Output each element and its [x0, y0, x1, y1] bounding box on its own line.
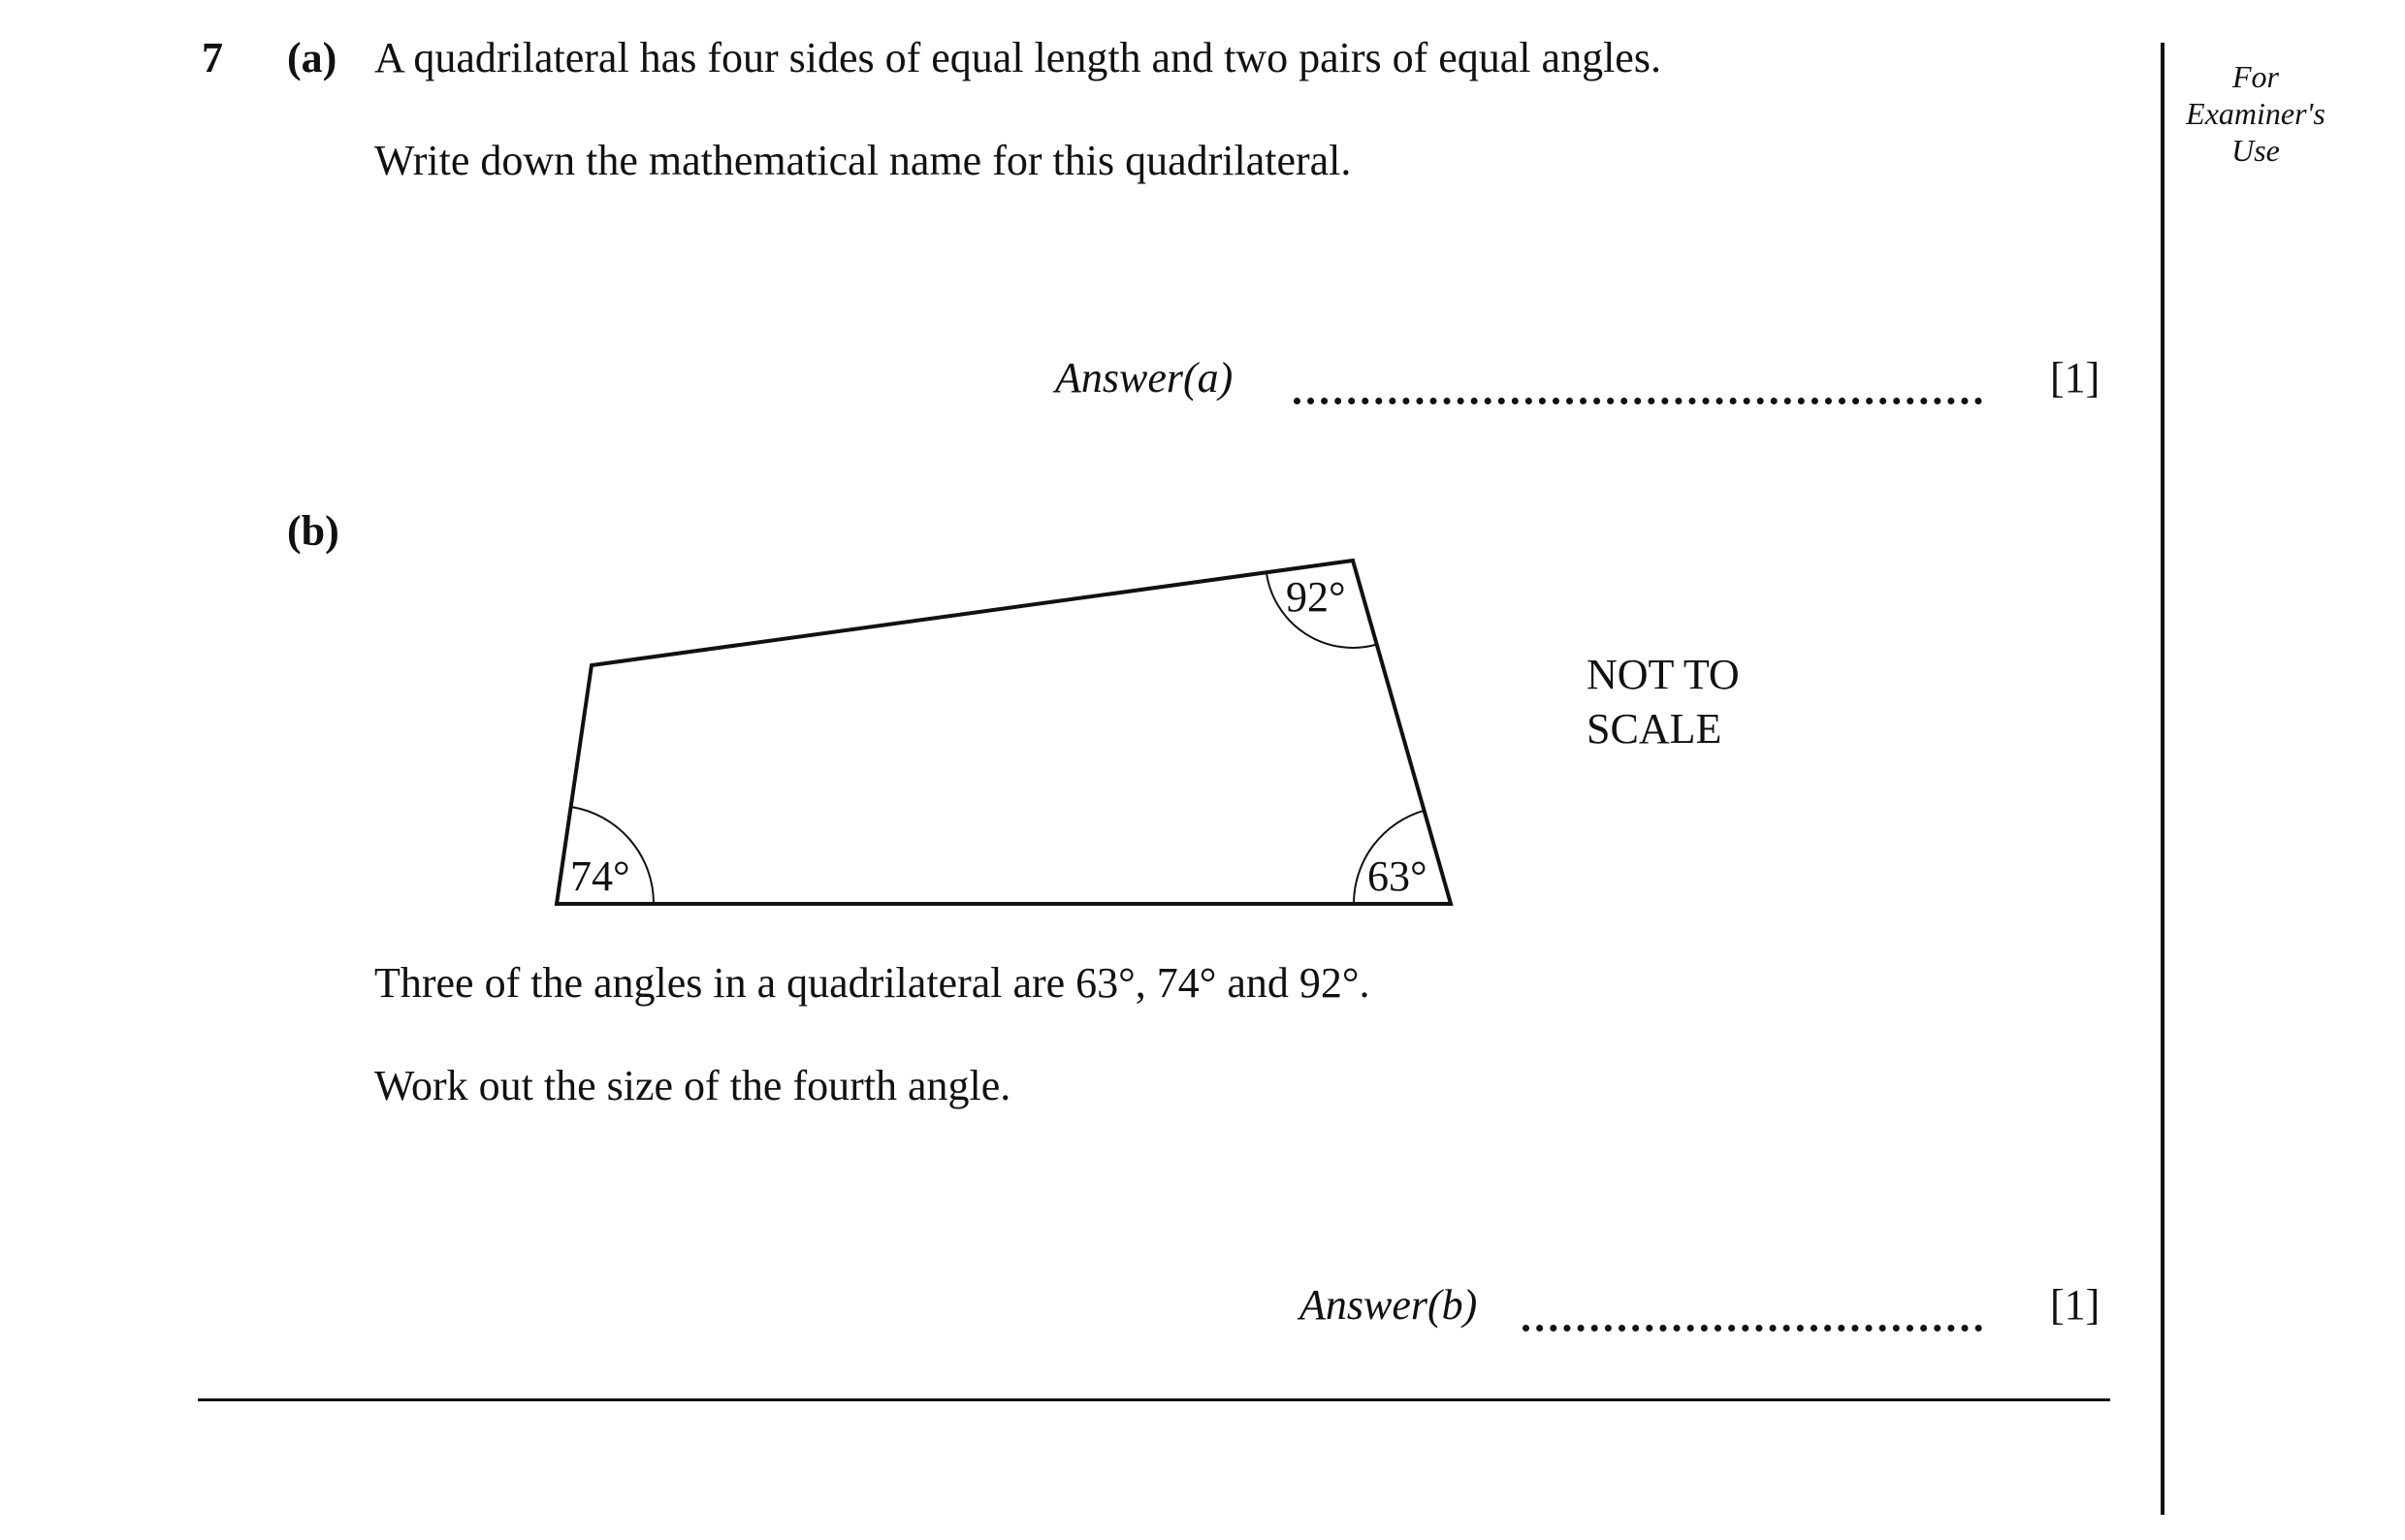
- answer-b-label: Answer(b): [1299, 1281, 1478, 1329]
- quadrilateral-diagram: [533, 543, 1503, 931]
- answer-a-line[interactable]: [1294, 398, 1982, 404]
- angle-label-92: 92°: [1286, 573, 1346, 621]
- part-b-text-1: Three of the angles in a quadrilateral are 63°, 74° and 92°.: [374, 959, 1370, 1007]
- examiner-use-label: For Examiner's Use: [2186, 59, 2325, 168]
- not-to-scale-note: NOT TO SCALE: [1587, 651, 1740, 753]
- angle-label-63: 63°: [1367, 852, 1427, 900]
- part-a-label: (a): [287, 34, 337, 81]
- part-a-text-1: A quadrilateral has four sides of equal length and two pairs of equal angles.: [374, 34, 1661, 81]
- answer-a-label: Answer(a): [1055, 354, 1234, 401]
- examiner-margin-rule: [2161, 43, 2164, 1515]
- answer-b-marks: [1]: [2050, 1281, 2100, 1329]
- answer-b-line[interactable]: [1523, 1325, 1982, 1331]
- angle-label-74: 74°: [570, 852, 630, 900]
- part-a-text-2: Write down the mathematical name for this quadrilateral.: [374, 137, 1352, 184]
- part-b-label: (b): [287, 507, 339, 555]
- part-b-text-2: Work out the size of the fourth angle.: [374, 1062, 1011, 1109]
- answer-a-marks: [1]: [2050, 354, 2100, 401]
- bottom-rule: [198, 1398, 2110, 1401]
- question-number: 7: [202, 34, 223, 81]
